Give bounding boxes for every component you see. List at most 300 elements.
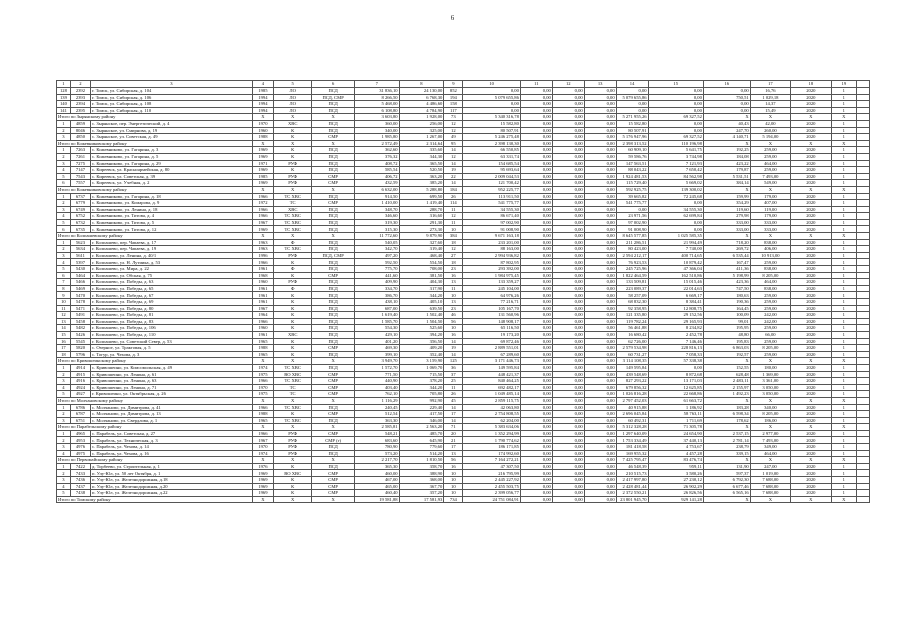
table-cell: 2020	[791, 167, 831, 174]
table-cell: с. Парабель, ул. Советская, д. 27	[91, 430, 253, 437]
table-cell: 29 165,93	[648, 318, 703, 325]
table-cell: Итого по Томскому району	[57, 496, 253, 503]
table-cell: 0,00	[520, 193, 552, 200]
table-cell: 12 808,75	[648, 305, 703, 312]
table-cell: 10	[444, 477, 463, 484]
table-cell: ЛО	[274, 107, 312, 114]
table-cell: К	[274, 127, 312, 134]
table-cell: СМР	[312, 470, 355, 477]
table-cell: 549,00	[750, 180, 790, 187]
table-cell: 6 598,34	[703, 411, 750, 418]
table-cell: 69 327,52	[648, 134, 703, 141]
table-cell: 186 171,85	[463, 444, 520, 451]
table-cell: с. Зырянское, ул. Смирнова, д. 19	[91, 127, 253, 134]
table-cell: 406,72	[354, 173, 399, 180]
table-cell: 162 510,86	[648, 272, 703, 279]
table-cell: РУФ	[274, 437, 312, 444]
table-cell: 2020	[791, 364, 831, 371]
table-cell: 1	[831, 200, 857, 207]
table-cell: 2020	[791, 384, 831, 391]
table-cell: 95	[444, 140, 463, 147]
district-total-row	[57, 358, 870, 365]
column-number-header: 2	[70, 81, 90, 88]
table-cell: 83 476,74	[648, 457, 703, 464]
table-cell: 12	[444, 246, 463, 253]
table-cell: 10	[444, 470, 463, 477]
table-cell: 2020	[791, 371, 831, 378]
table-cell: 2 696 045,84	[616, 411, 648, 418]
table-cell: 0,00	[584, 200, 616, 207]
table-cell: 259,00	[750, 338, 790, 345]
table-row	[57, 107, 870, 114]
table-cell: 1	[831, 305, 857, 312]
table-cell: 1	[831, 120, 857, 127]
table-cell: 2 455 503,75	[463, 483, 520, 490]
table-cell: 195,95	[703, 325, 750, 332]
table-cell: 1	[831, 285, 857, 292]
table-cell: 5430	[70, 266, 90, 273]
table-cell: ПСД	[312, 193, 355, 200]
table-cell: 133 359,27	[463, 279, 520, 286]
table-cell: 10	[444, 325, 463, 332]
table-cell: 58 763,11	[648, 411, 703, 418]
table-cell: 37 440,13	[648, 437, 703, 444]
table-cell: 7437	[70, 483, 90, 490]
table-cell: 0,00	[552, 206, 584, 213]
table-cell: 0,00	[584, 496, 616, 503]
table-cell: 66 550,85	[463, 147, 520, 154]
table-cell: 5	[57, 219, 71, 226]
table-row	[57, 127, 870, 134]
empty-cell	[857, 147, 870, 154]
table-cell: 2020	[791, 266, 831, 273]
table-cell: 438,10	[354, 299, 399, 306]
table-cell: 512,54	[354, 411, 399, 418]
table-cell: 115 729,40	[616, 180, 648, 187]
column-number-header: 8	[399, 81, 444, 88]
table-cell: 5 246 275,48	[463, 134, 520, 141]
table-cell: 0,00	[584, 490, 616, 497]
table-row	[57, 160, 870, 167]
table-cell: 19 581,88	[354, 496, 399, 503]
table-row	[57, 364, 870, 371]
table-cell: 8 205,00	[750, 272, 790, 279]
table-cell: 6 792,30	[703, 477, 750, 484]
table-cell: 71	[444, 424, 463, 431]
table-cell: 5397	[70, 259, 90, 266]
table-cell: 233 201,00	[463, 239, 520, 246]
table-cell: 0,00	[520, 180, 552, 187]
table-cell: 0,00	[584, 457, 616, 464]
table-cell: 69 327,52	[648, 114, 703, 121]
table-cell: 2020	[791, 160, 831, 167]
table-cell: 715,50	[399, 371, 444, 378]
table-cell: 4916	[70, 378, 90, 385]
table-cell: 186,00	[750, 417, 790, 424]
table-cell: 0,00	[584, 325, 616, 332]
table-cell: с. Киреевск, ул. Красноармейская, д. 80	[91, 167, 253, 174]
table-cell: 180,00	[750, 364, 790, 371]
table-cell: 0,00	[520, 101, 552, 108]
table-cell: 708,00	[399, 266, 444, 273]
table-cell: п. Улу-Юл, ул. Железнодорожная, д.22	[91, 490, 253, 497]
table-cell: с. Молчаново, ул. Свердлова, д. 1	[91, 417, 253, 424]
table-cell: 4	[57, 259, 71, 266]
table-cell: Х	[312, 186, 355, 193]
table-cell: 0,00	[552, 364, 584, 371]
column-number-header: 12	[552, 81, 584, 88]
empty-cell	[857, 239, 870, 246]
table-body	[57, 81, 870, 503]
table-cell: 149 595,84	[616, 364, 648, 371]
table-cell: 734	[444, 496, 463, 503]
table-cell: ПСД	[312, 259, 355, 266]
table-cell: 12	[444, 127, 463, 134]
table-cell: 554,50	[399, 259, 444, 266]
table-cell: 0,00	[552, 470, 584, 477]
table-cell: 0,00	[648, 120, 703, 127]
table-cell: 0,00	[584, 213, 616, 220]
table-cell: 852	[444, 88, 463, 95]
table-cell: 269,72	[703, 246, 750, 253]
table-cell: 5 641,75	[648, 147, 703, 154]
table-cell: 0,00	[520, 411, 552, 418]
table-cell: 16	[444, 463, 463, 470]
table-cell: ПСД, СМР	[312, 94, 355, 101]
table-cell: Х	[831, 140, 857, 147]
table-cell: 86 671,40	[463, 213, 520, 220]
table-cell: Х	[252, 397, 273, 404]
table-cell: 1 116,29	[354, 397, 399, 404]
table-cell: 1961	[252, 299, 273, 306]
table-cell: 0,00	[648, 226, 703, 233]
table-cell: 400 714,65	[648, 252, 703, 259]
table-cell: 19	[444, 345, 463, 352]
table-cell: с. Кожевниково, ул. Гагарина, д. 18	[91, 193, 253, 200]
table-row	[57, 444, 870, 451]
table-cell: 432,59	[354, 180, 399, 187]
table-cell: 404,30	[399, 279, 444, 286]
table-cell: 5 531,51	[703, 173, 750, 180]
table-cell: 2020	[791, 252, 831, 259]
table-cell: с. Озерное, ул. Трактовая, д. 5	[91, 345, 253, 352]
empty-cell	[857, 371, 870, 378]
table-cell: 16,76	[750, 88, 790, 95]
table-cell: 0,00	[584, 180, 616, 187]
table-cell: Х	[831, 233, 857, 240]
table-cell: ПСД	[312, 266, 355, 273]
table-cell: 1964	[252, 312, 273, 319]
table-cell: 0,00	[520, 252, 552, 259]
table-cell: 339,15	[703, 450, 750, 457]
table-cell: 192,57	[703, 351, 750, 358]
table-cell: 317,90	[399, 285, 444, 292]
table-cell: ПСД	[312, 206, 355, 213]
table-cell: 1	[831, 147, 857, 154]
table-cell: 5 669,02	[648, 180, 703, 187]
table-cell: 260,00	[750, 127, 790, 134]
empty-cell	[857, 331, 870, 338]
table-cell: 0,00	[520, 404, 552, 411]
table-cell: 29 152,56	[648, 312, 703, 319]
table-cell: 1	[831, 279, 857, 286]
empty-cell	[857, 246, 870, 253]
table-cell: 10 879,42	[648, 259, 703, 266]
table-cell: 39 665,82	[616, 193, 648, 200]
table-row	[57, 266, 870, 273]
table-cell: 2020	[791, 226, 831, 233]
table-cell: 6 108,80	[354, 107, 399, 114]
table-cell: 23	[444, 305, 463, 312]
table-cell: 0,00	[520, 272, 552, 279]
table-cell: 1969	[252, 147, 273, 154]
empty-cell	[857, 140, 870, 147]
table-cell: 0,00	[520, 127, 552, 134]
table-cell: ЛО	[274, 101, 312, 108]
table-cell: 6735	[70, 226, 90, 233]
table-cell: ПСД	[312, 239, 355, 246]
table-cell: ПСД	[312, 338, 355, 345]
table-cell: Х	[703, 140, 750, 147]
table-cell: Х	[312, 457, 355, 464]
table-cell: 5 271 955,26	[616, 114, 648, 121]
table-cell: 245 725,96	[616, 266, 648, 273]
table-cell: г. Колпашево, пер. Чапаева, д. 19	[91, 246, 253, 253]
table-cell: 2020	[791, 272, 831, 279]
table-cell: п. Улу-Юл, ул. Железнодорожная, д.18	[91, 477, 253, 484]
table-cell: 2020	[791, 120, 831, 127]
table-cell: 838,00	[750, 239, 790, 246]
table-cell: 1	[831, 411, 857, 418]
table-cell: 367,70	[399, 483, 444, 490]
table-cell: 5 288,80	[399, 186, 444, 193]
table-cell: ТС ХВС	[274, 378, 312, 385]
table-cell: Ф	[274, 285, 312, 292]
table-row	[57, 252, 870, 259]
column-number-header: 11	[520, 81, 552, 88]
table-cell: 13	[444, 299, 463, 306]
table-cell: 316,60	[399, 213, 444, 220]
table-cell: 0,00	[552, 114, 584, 121]
table-cell: 441,60	[354, 272, 399, 279]
table-cell: 2020	[791, 219, 831, 226]
table-cell: с. Молчаново, ул. Димитрова, д. 13	[91, 411, 253, 418]
table-cell: 554,30	[354, 325, 399, 332]
table-cell: 344,30	[399, 153, 444, 160]
table-cell: 14	[444, 160, 463, 167]
table-cell: 259,00	[750, 325, 790, 332]
table-cell: 140	[57, 101, 71, 108]
table-cell: 2 563,20	[399, 424, 444, 431]
table-cell: 0,00	[520, 88, 552, 95]
table-cell: 0,00	[552, 437, 584, 444]
table-cell: 0,00	[584, 299, 616, 306]
table-cell: 1966	[252, 378, 273, 385]
district-total-row	[57, 424, 870, 431]
table-cell: 2020	[791, 153, 831, 160]
table-cell: СМР (г)	[312, 437, 355, 444]
table-cell: 1 619,40	[354, 312, 399, 319]
table-cell: 1969	[252, 153, 273, 160]
table-cell: 42 063,80	[463, 404, 520, 411]
table-cell: 0,00	[520, 318, 552, 325]
table-cell: 139 300,02	[648, 186, 703, 193]
table-cell: 0,00	[520, 186, 552, 193]
table-cell: 7263	[70, 147, 90, 154]
empty-cell	[857, 450, 870, 457]
table-cell: 2	[57, 246, 71, 253]
table-cell: ПСД	[312, 153, 355, 160]
table-cell: 333,00	[750, 226, 790, 233]
table-cell: 771,50	[354, 371, 399, 378]
table-cell: ПСД	[312, 404, 355, 411]
empty-cell	[857, 127, 870, 134]
empty-cell	[857, 364, 870, 371]
table-cell: 18	[444, 259, 463, 266]
table-cell: Х	[312, 496, 355, 503]
empty-cell	[857, 411, 870, 418]
table-cell: 8	[57, 285, 71, 292]
table-cell: 585,54	[354, 167, 399, 174]
table-cell: 2020	[791, 391, 831, 398]
table-cell: ПСД	[312, 318, 355, 325]
table-cell: 293 392,00	[463, 266, 520, 273]
table-cell: 0,00	[552, 285, 584, 292]
table-cell: Х	[791, 186, 831, 193]
table-cell: 1	[831, 463, 857, 470]
table-cell: 3	[57, 206, 71, 213]
table-cell: 2	[57, 371, 71, 378]
table-row	[57, 193, 870, 200]
table-cell: 1 410,00	[354, 200, 399, 207]
table-cell: 0,00	[584, 437, 616, 444]
table-cell: 0,00	[584, 305, 616, 312]
table-cell: СМР	[312, 477, 355, 484]
table-cell: 2 537,15	[703, 430, 750, 437]
table-cell: 2 428 481,44	[616, 483, 648, 490]
table-cell: 10	[444, 292, 463, 299]
table-cell: 0,00	[520, 259, 552, 266]
empty-cell	[857, 88, 870, 95]
table-cell: 46	[444, 312, 463, 319]
table-cell: с. Тогур, ул. Чехова, д. 3	[91, 351, 253, 358]
table-cell: 3 580,26	[648, 470, 703, 477]
table-cell: 22 014,63	[648, 285, 703, 292]
table-cell: 4	[57, 213, 71, 220]
table-cell: Х	[312, 424, 355, 431]
empty-cell	[857, 266, 870, 273]
table-cell: Х	[750, 358, 790, 365]
empty-cell	[857, 219, 870, 226]
table-cell: 1 352 294,99	[463, 430, 520, 437]
table-cell: 465,00	[354, 483, 399, 490]
table-cell: 365,50	[399, 160, 444, 167]
table-cell: 469,30	[354, 345, 399, 352]
table-cell: 12	[444, 153, 463, 160]
table-cell: 1	[831, 266, 857, 273]
column-number-header: 18	[791, 81, 831, 88]
table-cell: 2020	[791, 312, 831, 319]
table-cell: 60 492,31	[616, 417, 648, 424]
table-cell: 6 535,44	[703, 252, 750, 259]
table-cell: 1	[831, 404, 857, 411]
table-cell: 1974	[252, 364, 273, 371]
table-cell: 2	[57, 437, 71, 444]
table-cell: 0,00	[552, 351, 584, 358]
table-cell: 15 582,80	[616, 120, 648, 127]
table-cell: 1 924 481,53	[616, 173, 648, 180]
table-cell: ТС ХВС	[274, 213, 312, 220]
table-cell: 0,00	[520, 477, 552, 484]
table-row	[57, 384, 870, 391]
table-cell: Х	[312, 140, 355, 147]
table-cell: К	[274, 411, 312, 418]
table-cell: 174 992,60	[463, 450, 520, 457]
table-cell: Х	[252, 140, 273, 147]
table-cell: 1976	[252, 463, 273, 470]
table-row	[57, 180, 870, 187]
table-cell: 2394	[70, 101, 90, 108]
table-cell: СМР	[312, 490, 355, 497]
table-cell: 0,00	[520, 437, 552, 444]
table-row	[57, 417, 870, 424]
table-cell: 11 772,60	[354, 233, 399, 240]
table-cell: Х	[750, 140, 790, 147]
table-cell: 5	[57, 490, 71, 497]
table-cell: 14	[444, 147, 463, 154]
table-cell: 1	[831, 318, 857, 325]
table-cell: 2 754 808,55	[463, 411, 520, 418]
table-cell: 0,00	[552, 186, 584, 193]
table-cell: 0,00	[584, 94, 616, 101]
table-cell: 2020	[791, 345, 831, 352]
table-cell: 2020	[791, 450, 831, 457]
table-cell: ПСД, СМР	[312, 252, 355, 259]
table-cell: 1	[831, 331, 857, 338]
table-cell: 125	[444, 358, 463, 365]
column-number-header: 19	[831, 81, 857, 88]
table-cell: 16	[444, 272, 463, 279]
table-cell: 0,00	[552, 444, 584, 451]
table-cell: 1 267,00	[399, 134, 444, 141]
table-cell: 929 141,28	[648, 496, 703, 503]
table-cell: 5470	[70, 292, 90, 299]
table-cell: Итого по Колпашевскому району	[57, 233, 253, 240]
table-cell: 0,00	[584, 450, 616, 457]
table-cell: Итого по Парабельскому району	[57, 424, 253, 431]
table-cell: 2020	[791, 299, 831, 306]
table-cell: 3	[57, 134, 71, 141]
table-cell: 99,01	[703, 318, 750, 325]
table-cell: 0,00	[520, 107, 552, 114]
table-cell: 1988	[252, 345, 273, 352]
table-cell: 1	[831, 107, 857, 114]
table-cell: 77 216,71	[463, 299, 520, 306]
table-cell: 1966	[252, 213, 273, 220]
table-cell: 1	[831, 193, 857, 200]
table-cell: 8 266,50	[354, 94, 399, 101]
table-cell: 7543	[70, 173, 90, 180]
document-table-container	[56, 80, 870, 503]
table-cell: с. Кожевниково, ул. Титова, д. 12	[91, 226, 253, 233]
table-cell: 1 928,00	[399, 114, 444, 121]
table-cell: 1	[831, 490, 857, 497]
table-cell: 0,00	[616, 88, 648, 95]
table-cell: 0,00	[552, 411, 584, 418]
table-cell: 3	[57, 160, 71, 167]
column-number-header: 14	[616, 81, 648, 88]
table-cell: 0,00	[584, 279, 616, 286]
